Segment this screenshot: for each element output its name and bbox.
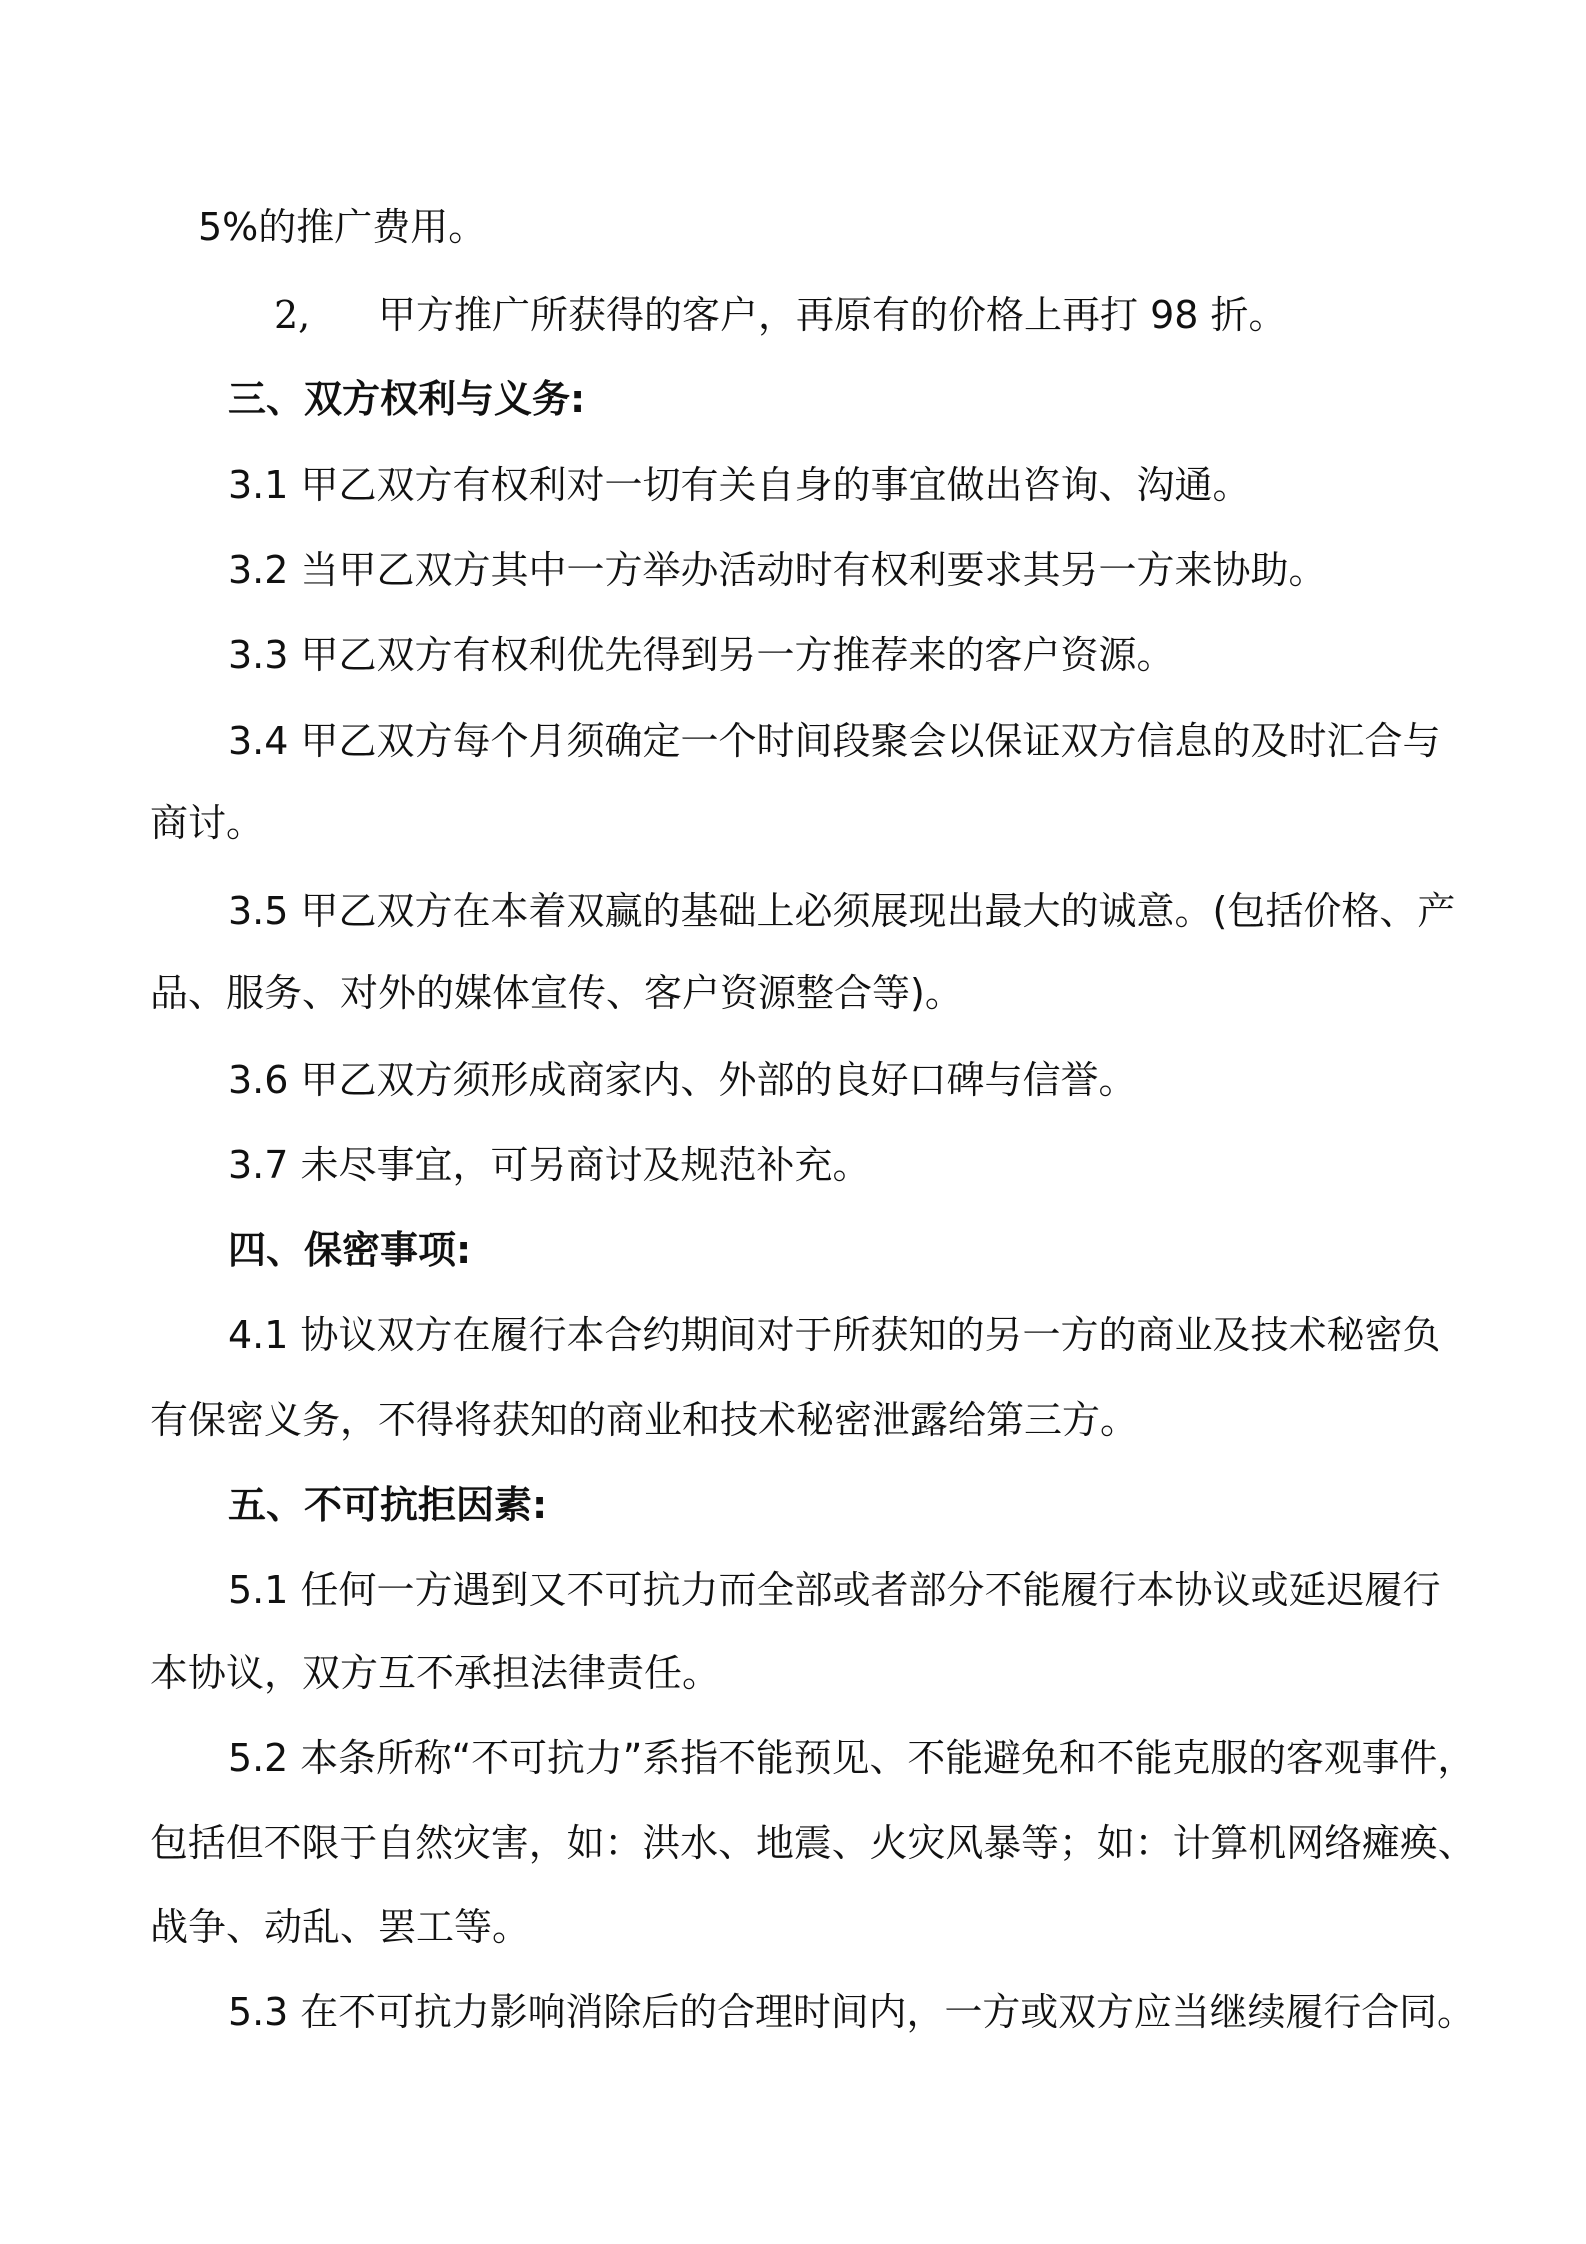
line-promo-fee: 5%的推广费用。	[198, 205, 487, 249]
clause-3-5-line1: 3.5 甲乙双方在本着双赢的基础上必须展现出最大的诚意。(包括价格、产	[228, 889, 1456, 933]
section-heading-confidentiality: 四、保密事项:	[228, 1228, 472, 1272]
clause-5-1-line2: 本协议，双方互不承担法律责任。	[150, 1651, 721, 1695]
clause-2-number: 2,	[274, 293, 311, 337]
clause-3-1: 3.1 甲乙双方有权利对一切有关自身的事宜做出咨询、沟通。	[228, 463, 1251, 507]
clause-3-4-line2: 商讨。	[150, 801, 265, 845]
section-heading-rights: 三、双方权利与义务:	[228, 377, 586, 421]
clause-3-4-line1: 3.4 甲乙双方每个月须确定一个时间段聚会以保证双方信息的及时汇合与	[228, 719, 1441, 763]
clause-5-1-line1: 5.1 任何一方遇到又不可抗力而全部或者部分不能履行本协议或延迟履行	[228, 1568, 1441, 1612]
clause-5-2-line3: 战争、动乱、罢工等。	[150, 1905, 531, 1949]
clause-4-1-line1: 4.1 协议双方在履行本合约期间对于所获知的另一方的商业及技术秘密负	[228, 1313, 1441, 1357]
section-heading-force-majeure: 五、不可抗拒因素:	[228, 1483, 548, 1527]
clause-5-2-line1: 5.2 本条所称“不可抗力”系指不能预见、不能避免和不能克服的客观事件，	[228, 1736, 1476, 1780]
clause-3-7: 3.7 未尽事宜，可另商讨及规范补充。	[228, 1143, 871, 1187]
clause-5-3: 5.3 在不可抗力影响消除后的合理时间内，一方或双方应当继续履行合同。	[228, 1990, 1475, 2034]
clause-3-6: 3.6 甲乙双方须形成商家内、外部的良好口碑与信誉。	[228, 1058, 1137, 1102]
clause-5-2-line2: 包括但不限于自然灾害，如：洪水、地震、火灾风暴等；如：计算机网络瘫痪、	[150, 1821, 1476, 1865]
clause-3-3: 3.3 甲乙双方有权利优先得到另一方推荐来的客户资源。	[228, 633, 1175, 677]
clause-3-2: 3.2 当甲乙双方其中一方举办活动时有权利要求其另一方来协助。	[228, 548, 1327, 592]
clause-4-1-line2: 有保密义务，不得将获知的商业和技术秘密泄露给第三方。	[150, 1398, 1139, 1442]
clause-2-text: 甲方推广所获得的客户，再原有的价格上再打 98 折。	[378, 293, 1287, 337]
clause-3-5-line2: 品、服务、对外的媒体宣传、客户资源整合等)。	[150, 971, 963, 1015]
